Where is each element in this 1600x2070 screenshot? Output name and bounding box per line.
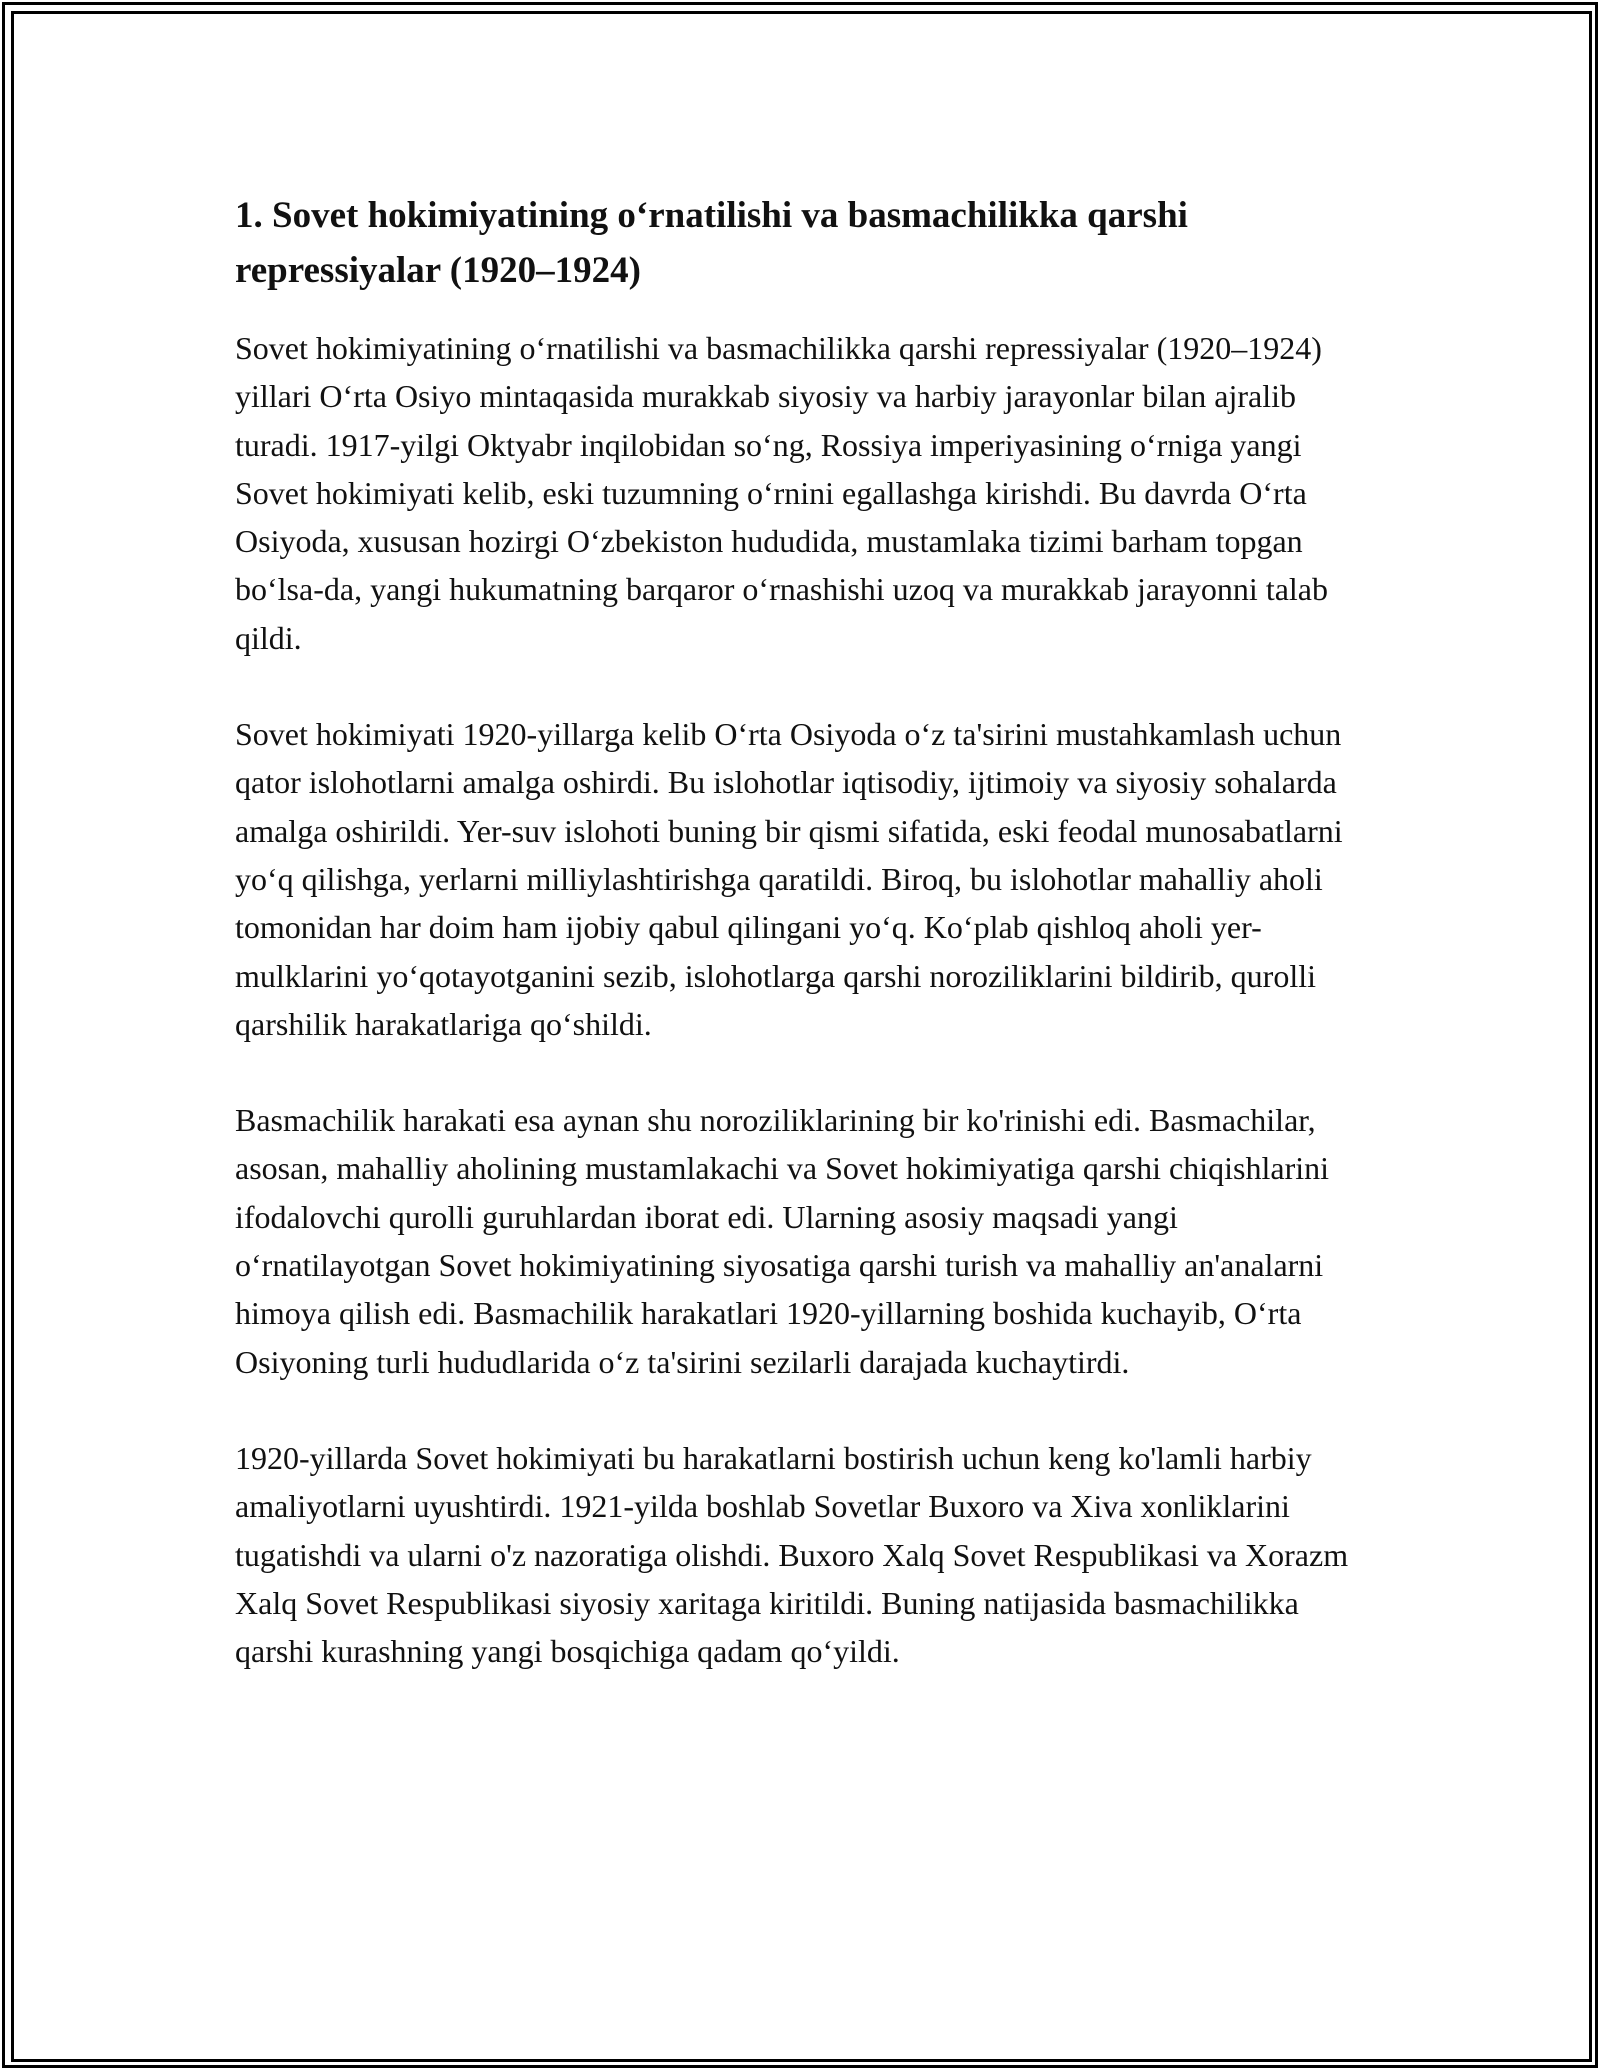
paragraph-3: Basmachilik harakati esa aynan shu noroziliklarining bir ko'rinishi edi. Basmachilar, asosan, mahalliy aholining mustamlakachi va Sovet hokimiyatiga qarshi chiqishlarini ifodalovchi qurolli guruhlardan iborat edi. Ularning asosiy maqsadi yangi o‘rnatilayotgan Sovet hokimiyatining siyosatiga qarshi turish va mahalliy an'analarni himoya qilish edi. Basmachilik harakatlari 1920-yillarning boshida kuchayib, O‘rta Osiyoning turli hududlarida o‘z ta'sirini sezilarli darajada kuchaytirdi.: [235, 1102, 1329, 1380]
document-body: [235, 188, 1380, 1723]
section-heading: 1. Sovet hokimiyatining o‘rnatilishi va basmachilikka qarshi repressiyalar (1920–1924): [235, 195, 1188, 291]
paragraph-1: Sovet hokimiyatining o‘rnatilishi va basmachilikka qarshi repressiyalar (1920–1924) yillari O‘rta Osiyo mintaqasida murakkab siyosiy va harbiy jarayonlar bilan ajralib turadi. 1917-yilgi Oktyabr inqilobidan so‘ng, Rossiya imperiyasining o‘rniga yangi Sovet hokimiyati kelib, eski tuzumning o‘rnini egallashga kirishdi. Bu davrda O‘rta Osiyoda, xususan hozirgi O‘zbekiston hududida, mustamlaka tizimi barham topgan bo‘lsa-da, yangi hukumatning barqaror o‘rnashishi uzoq va murakkab jarayonni talab qildi.: [235, 330, 1328, 656]
paragraph-2: Sovet hokimiyati 1920-yillarga kelib O‘rta Osiyoda o‘z ta'sirini mustahkamlash uchun qator islohotlarni amalga oshirdi. Bu islohotlar iqtisodiy, ijtimoiy va siyosiy sohalarda amalga oshirildi. Yer-suv islohoti buning bir qismi sifatida, eski feodal munosabatlarni yo‘q qilishga, yerlarni milliylashtirishga qaratildi. Biroq, bu islohotlar mahalliy aholi tomonidan har doim ham ijobiy qabul qilingani yo‘q. Ko‘plab qishloq aholi yer-mulklarini yo‘qotayotganini sezib, islohotlarga qarshi noroziliklarini bildirib, qurolli qarshilik harakatlariga qo‘shildi.: [235, 716, 1343, 1042]
paragraph-4: 1920-yillarda Sovet hokimiyati bu harakatlarni bostirish uchun keng ko'lamli harbiy amaliyotlarni uyushtirdi. 1921-yilda boshlab Sovetlar Buxoro va Xiva xonliklarini tugatishdi va ularni o'z nazoratiga olishdi. Buxoro Xalq Sovet Respublikasi va Xorazm Xalq Sovet Respublikasi siyosiy xaritaga kiritildi. Buning natijasida basmachilikka qarshi kurashning yangi bosqichiga qadam qo‘yildi.: [235, 1439, 1349, 1670]
